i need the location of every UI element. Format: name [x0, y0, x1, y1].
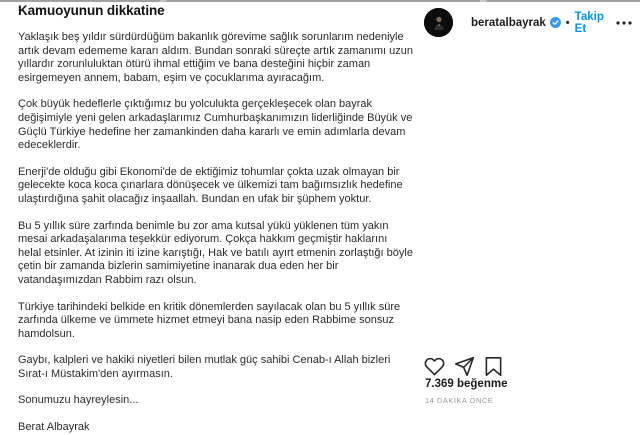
verified-badge-icon — [550, 17, 561, 28]
caption-paragraph-4: Bu 5 yıllık süre zarfında benimle bu zor ama kutsal yükü yüklenen tüm yakın mesai arkadaşalarıma teşekkür ediyorum. Çokça hakkım geçmiştir haklarını helal etsinler. At izinin iti izine karıştığı, Hak ve batılı ayırt etmenin zorlaştığı böyle çetin bir zamanda bizlerin samimiyetine inanarak dua eden her bir vatandaşımızdan Rabbim razı olsun. — [18, 219, 413, 286]
post-signature: Berat Albayrak — [18, 421, 90, 434]
likes-count[interactable]: 7.369 beğenme — [425, 378, 508, 390]
caption-paragraph-5: Türkiye tarihindeki belkide en kritik dönemlerden sayılacak olan bu 5 yıllık süre zarfında ülkeme ve ümmete hizmet etmeyi bana nasip eden Rabbime sonsuz hamdolsun. — [18, 300, 401, 340]
caption-paragraph-3: Enerji'de olduğu gibi Ekonomi'de de ektiğimiz tohumlar çokta uzak olmayan bir gelecekte koca koca çınarlara dönüşecek ve ülkemizi tam bağımsızlık hedefine ulaştırdığına şahit olacağız inşaallah. Bundan en ufak bir şüphem yoktur. — [18, 165, 403, 205]
caption-closing: Sonumuzu hayreylesin... — [18, 394, 139, 407]
caption-paragraph-6: Gaybı, kalpleri ve hakiki niyetleri bilen mutlak güç sahibi Cenab-ı Allah bizleri Sırat-ı Müstakim'den ayırmasın. — [18, 354, 391, 380]
username-link[interactable]: beratalbayrak — [471, 16, 546, 29]
save-icon[interactable] — [484, 356, 503, 377]
post-title: Kamuoyunun dikkatine — [18, 3, 165, 18]
more-options-icon[interactable] — [616, 21, 632, 25]
dot-separator: • — [565, 16, 570, 29]
post-timestamp: 14 DAKİKA ÖNCE — [425, 396, 494, 405]
avatar[interactable] — [424, 8, 453, 37]
caption-paragraph-2: Çok büyük hedeflerle çıktığımız bu yolculukta gerçekleşecek olan bayrak değişimiyle yeni gelen arkadaşlarımız Cumhurbaşkanımızın liderliğinde Büyük ve Güçlü Türkiye hedefine her zamankinden daha kararlı ve emin adımlarla devam edeceklerdir. — [18, 98, 413, 152]
caption-paragraph-1: Yaklaşık beş yıldır sürdürdüğüm bakanlık görevime sağlık sorunlarım nedeniyle artık devam edememe kararı aldım. Bundan sonraki süreçte artık zamanımı uzun yıllardır zorunluluktan ötürü ihmal ettiğim ve bana desteğini hiçbir zaman esirgemeyen annem, babam, eşim ve çocuklarıma ayıracağım. — [18, 31, 413, 84]
follow-button[interactable]: Takip Et — [574, 10, 604, 35]
post-meta-panel — [424, 0, 636, 413]
action-bar — [424, 356, 636, 377]
post-header — [424, 8, 636, 37]
like-icon[interactable] — [424, 356, 445, 377]
post-caption — [18, 3, 413, 435]
share-icon[interactable] — [454, 356, 475, 377]
